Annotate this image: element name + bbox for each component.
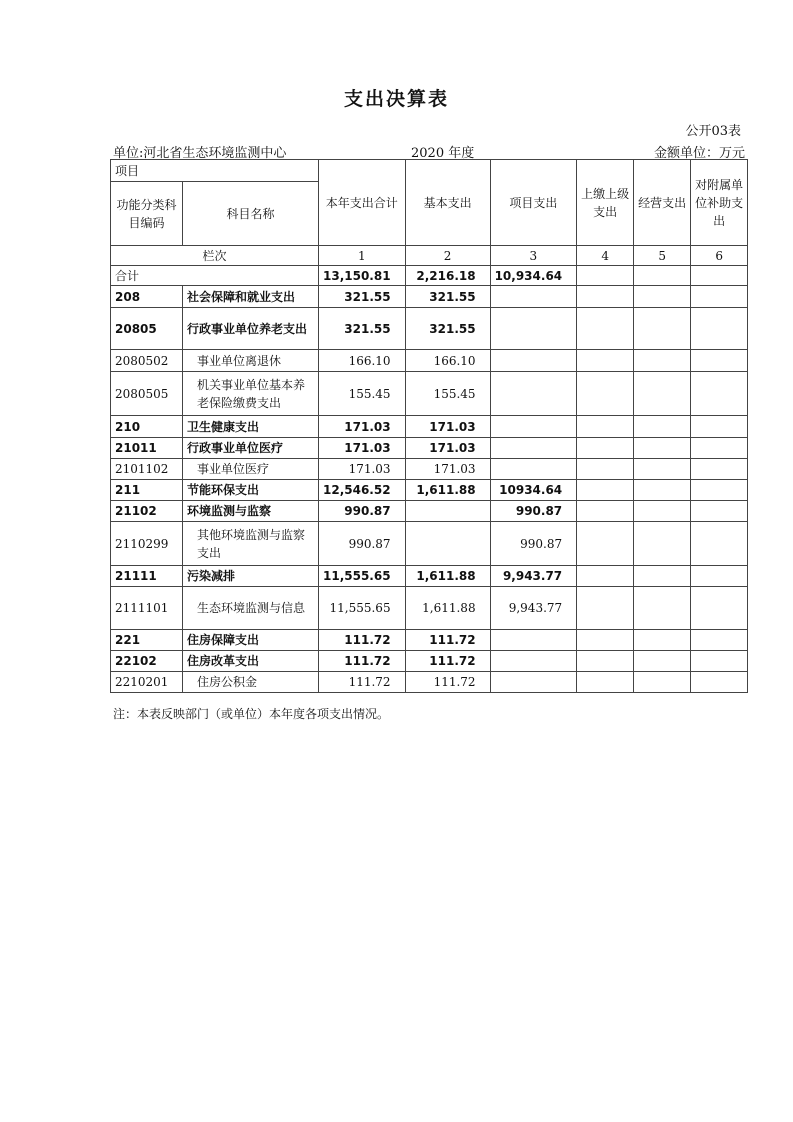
header-business: 经营支出 (634, 160, 691, 246)
header-total: 本年支出合计 (319, 160, 406, 246)
row-basic: 171.03 (405, 438, 490, 459)
row-basic: 171.03 (405, 459, 490, 480)
row-name: 卫生健康支出 (183, 416, 319, 438)
table-row (111, 438, 748, 459)
footnote: 注：本表反映部门（或单位）本年度各项支出情况。 (113, 707, 390, 721)
row-basic: 111.72 (405, 630, 490, 651)
row-code: 2080505 (111, 372, 183, 416)
row-total: 990.87 (319, 522, 406, 566)
header-project: 项目支出 (490, 160, 577, 246)
total-amount: 13,150.81 (319, 266, 406, 286)
row-index-label: 栏次 (111, 246, 319, 266)
row-total: 111.72 (319, 672, 406, 693)
row-total: 12,546.52 (319, 480, 406, 501)
header-subject-name: 科目名称 (183, 182, 319, 246)
row-project (490, 372, 577, 416)
row-total: 11,555.65 (319, 566, 406, 587)
row-code: 211 (111, 480, 183, 501)
row-total: 171.03 (319, 416, 406, 438)
row-name: 住房公积金 (183, 672, 319, 693)
row-name: 节能环保支出 (183, 480, 319, 501)
row-basic: 111.72 (405, 672, 490, 693)
row-name: 住房改革支出 (183, 651, 319, 672)
table-row (111, 480, 748, 501)
row-index-3: 3 (490, 246, 577, 266)
row-index-5: 5 (634, 246, 691, 266)
table-row (111, 416, 748, 438)
row-name: 事业单位离退休 (183, 350, 319, 372)
table-row (111, 286, 748, 308)
total-label: 合计 (111, 266, 319, 286)
row-basic (405, 501, 490, 522)
row-index-1: 1 (319, 246, 406, 266)
row-basic: 171.03 (405, 416, 490, 438)
table-row (111, 308, 748, 350)
table-row (111, 350, 748, 372)
row-code: 221 (111, 630, 183, 651)
row-code: 21102 (111, 501, 183, 522)
form-number: 公开03表 (685, 124, 741, 139)
row-total: 171.03 (319, 459, 406, 480)
row-name: 其他环境监测与监察支出 (183, 522, 319, 566)
row-project: 9,943.77 (490, 566, 577, 587)
row-name: 生态环境监测与信息 (183, 587, 319, 630)
unit-label: 单位:河北省生态环境监测中心 (113, 146, 287, 161)
row-project: 990.87 (490, 522, 577, 566)
row-project (490, 350, 577, 372)
row-index-6: 6 (691, 246, 748, 266)
row-index-2: 2 (405, 246, 490, 266)
row-total: 990.87 (319, 501, 406, 522)
header-upper: 上缴上级支出 (577, 160, 634, 246)
row-index-4: 4 (577, 246, 634, 266)
row-name: 事业单位医疗 (183, 459, 319, 480)
row-code: 2080502 (111, 350, 183, 372)
row-code: 2101102 (111, 459, 183, 480)
table-row (111, 522, 748, 566)
header-subsidy: 对附属单位补助支出 (691, 160, 748, 246)
row-total: 155.45 (319, 372, 406, 416)
total-basic: 2,216.18 (405, 266, 490, 286)
row-code: 2210201 (111, 672, 183, 693)
row-project (490, 438, 577, 459)
row-total: 11,555.65 (319, 587, 406, 630)
row-code: 21011 (111, 438, 183, 459)
row-basic (405, 522, 490, 566)
row-code: 22102 (111, 651, 183, 672)
table-row (111, 651, 748, 672)
year-label: 2020 年度 (411, 146, 475, 161)
row-name: 机关事业单位基本养老保险缴费支出 (183, 372, 319, 416)
table-row (111, 630, 748, 651)
table-row (111, 566, 748, 587)
row-project (490, 630, 577, 651)
table-row (111, 501, 748, 522)
row-project (490, 672, 577, 693)
money-unit-label: 金额单位：万元 (653, 146, 745, 161)
row-basic: 166.10 (405, 350, 490, 372)
row-basic: 1,611.88 (405, 566, 490, 587)
row-project (490, 651, 577, 672)
row-name: 行政事业单位医疗 (183, 438, 319, 459)
row-project: 990.87 (490, 501, 577, 522)
row-basic: 321.55 (405, 286, 490, 308)
header-basic: 基本支出 (405, 160, 490, 246)
row-code: 2111101 (111, 587, 183, 630)
row-project (490, 459, 577, 480)
row-basic: 111.72 (405, 651, 490, 672)
row-total: 166.10 (319, 350, 406, 372)
total-row (111, 266, 748, 286)
table-row (111, 372, 748, 416)
row-project (490, 286, 577, 308)
table-row (111, 587, 748, 630)
row-name: 行政事业单位养老支出 (183, 308, 319, 350)
row-total: 111.72 (319, 651, 406, 672)
row-project: 10934.64 (490, 480, 577, 501)
row-basic: 155.45 (405, 372, 490, 416)
row-code: 210 (111, 416, 183, 438)
row-code: 20805 (111, 308, 183, 350)
header-item: 项目 (111, 160, 319, 182)
total-project: 10,934.64 (490, 266, 577, 286)
expenditure-table (110, 159, 748, 693)
header-func-code: 功能分类科目编码 (111, 182, 183, 246)
table-row (111, 672, 748, 693)
row-name: 社会保障和就业支出 (183, 286, 319, 308)
row-total: 321.55 (319, 308, 406, 350)
row-basic: 321.55 (405, 308, 490, 350)
table-row (111, 459, 748, 480)
row-code: 21111 (111, 566, 183, 587)
row-total: 321.55 (319, 286, 406, 308)
page-title: 支出决算表 (343, 88, 449, 110)
row-name: 环境监测与监察 (183, 501, 319, 522)
row-basic: 1,611.88 (405, 480, 490, 501)
row-name: 住房保障支出 (183, 630, 319, 651)
row-basic: 1,611.88 (405, 587, 490, 630)
row-name: 污染减排 (183, 566, 319, 587)
row-project (490, 308, 577, 350)
row-code: 208 (111, 286, 183, 308)
row-code: 2110299 (111, 522, 183, 566)
row-project (490, 416, 577, 438)
row-total: 111.72 (319, 630, 406, 651)
row-project: 9,943.77 (490, 587, 577, 630)
row-total: 171.03 (319, 438, 406, 459)
